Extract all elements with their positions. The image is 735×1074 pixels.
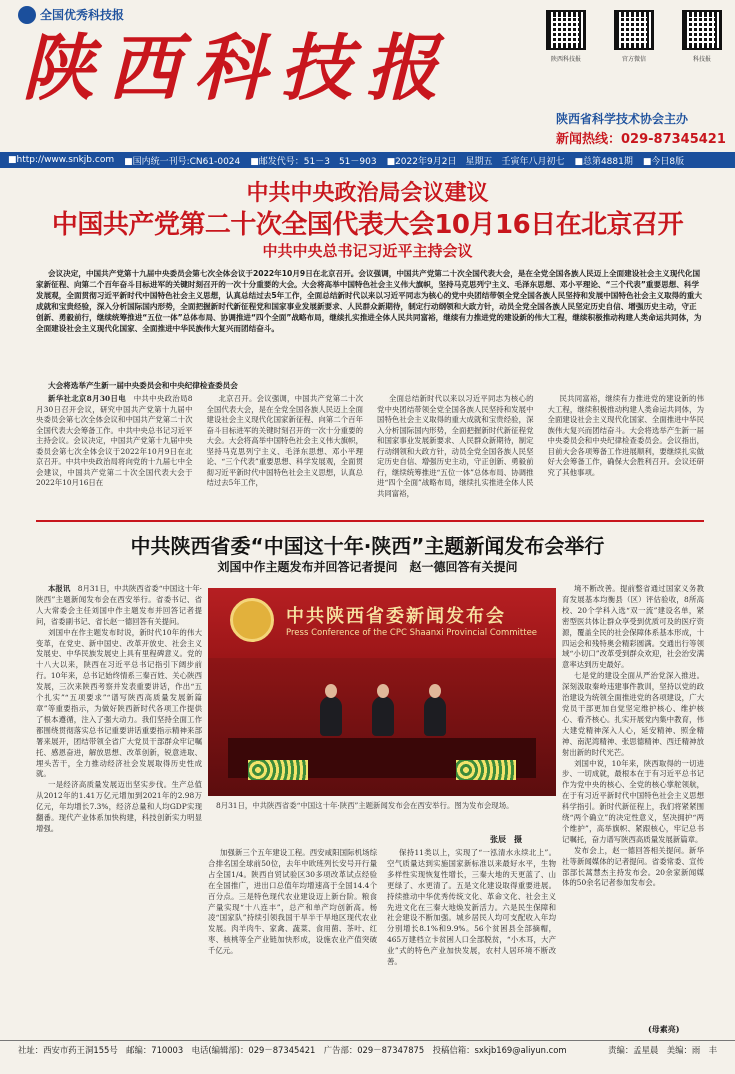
story2-right-column (562, 584, 704, 1034)
story1-column (207, 394, 364, 514)
qr-code-icon[interactable] (546, 10, 586, 50)
newspaper-logo-icon (18, 6, 36, 24)
story2-paragraph: 刘国中说，10年来，陕西取得的一切进步、一切成就，最根本在于有习近平总书记作为党中央的核心、全党的核心掌舵领航，在于有习近平新时代中国特色社会主义思想科学指引。新时代新征程上，我们将紧紧围绕“两个确立”的决定性意义，坚决拥护“两个维护”，高举旗帜、紧跟核心，牢记总书记嘱托，奋力谱写陕西高质量发展新篇章。 (562, 758, 704, 844)
qr-code-icon[interactable] (614, 10, 654, 50)
story1-column-text: 民共同富裕，继续有力推进党的建设新的伟大工程，继续积极推动构建人类命运共同体，为全面建设社会主义现代化国家、全面推进中华民族伟大复兴而团结奋斗。大会将选举产生新一届中央委员会和中央纪律检查委员会。会议指出，目前大会各项筹备工作进展顺利，要继续扎实做好大会筹备工作，确保大会胜利召开。会议还研究了其他事项。 (547, 394, 704, 477)
press-conference-photo (208, 588, 556, 796)
qr-code-group (546, 10, 732, 100)
news-hotline: 新闻热线：029-87345421 (556, 132, 726, 147)
story2-dateline: 本报讯 (48, 584, 71, 593)
photo-credit: 张辰 摄 (490, 834, 522, 844)
issue-info-bar (0, 152, 735, 168)
footer-address: 社址：西安市药王洞155号 邮编：710003 电话(编辑部)：029－87345421 广告部：029－87347875 投稿信箱：sxkjb169@aliyun.com (18, 1044, 567, 1055)
story1-headline: 中国共产党第二十次全国代表大会10月16日在北京召开 (51, 210, 684, 240)
story1-kicker: 中共中央政治局会议建议 (246, 181, 489, 206)
issue-date: ■2022年9月2日 星期五 壬寅年八月初七 (386, 156, 565, 167)
page-footer (0, 1040, 735, 1058)
story1-column (548, 394, 705, 514)
masthead-slogan: 全国优秀科技报 (40, 8, 125, 22)
story2-column (387, 848, 556, 1034)
website-link[interactable]: ■http://www.snkjb.com (8, 155, 115, 165)
photo-caption: 8月31日，中共陕西省委“中国这十年·陕西”主题新闻发布会在西安举行。图为发布会现场。 (216, 801, 514, 810)
story2-middle-columns (208, 848, 556, 1034)
speaker-figure (372, 696, 394, 736)
issue-number: ■总第4881期 (574, 156, 633, 167)
qr-code-icon[interactable] (682, 10, 722, 50)
qr-label: 陕西科技报 (550, 56, 581, 63)
newspaper-title: 陕西科技报 (22, 25, 453, 110)
sponsor-text: 陕西省科学技术协会主办 (556, 112, 689, 126)
story1-lead-line: 大会将选举产生新一届中央委员会和中央纪律检查委员会 (48, 381, 238, 390)
photo-banner-english: Press Conference of the CPC Shaanxi Provincial Committee (286, 628, 538, 638)
story2-column (208, 848, 377, 1034)
qr-label: 官方微信 (621, 56, 646, 63)
story2-subhead: 刘国中作主题发布并回答记者提问 赵一德回答有关提问 (217, 560, 518, 574)
issn-text: ■国内统一刊号:CN61-0024 (124, 156, 241, 167)
qr-label: 科技报 (692, 56, 711, 63)
story1-subhead: 中共中央总书记习近平主持会议 (262, 242, 473, 260)
story1-column-text: 全面总结新时代以来以习近平同志为核心的党中央团结带领全党全国各族人民坚持和发展中国特色社会主义取得的重大成就和宝贵经验，深入分析国际国内形势，全面把握新时代新征程党和国家事业发展新要求、人民群众新期待，制定行动纲领和大政方针，动员全党全国各族人民坚定历史自信、增强历史主动，守正创新、勇毅前行，继续统筹推进“五位一体”总体布局、协调推进“四个全面”战略布局，继续扎实推进全体人民共同富裕， (377, 394, 534, 498)
story1-lead: 会议决定，中国共产党第十九届中央委员会第七次全体会议于2022年10月9日在北京召开。会议强调，中国共产党第二十次全国代表大会，是在全党全国各族人民迈上全面建设社会主义现代化国家新征程、向第二个百年奋斗目标进军的关键时刻召开的一次十分重要的大会。大会将高举中国特色社会主义伟大旗帜，坚持马克思列宁主义、毛泽东思想、邓小平理论、“三个代表”重要思想、科学发展观，全面贯彻习近平新时代中国特色社会主义思想，认真总结过去5年工作，全面总结新时代以来以习近平同志为核心的党中央团结带领全党全国各族人民坚持和发展中国特色社会主义取得的重大成就和宝贵经验，深入分析国际国内形势，全面把握新时代新征程党和国家事业发展新要求、人民群众新期待，制定行动纲领和大政方针，动员全党全国各族人民坚定历史自信、增强历史主动，守正创新、勇毅前行，继续统筹推进“五位一体”总体布局、协调推进“四个全面”战略布局，继续扎实推进全体人民共同富裕，继续有力推进党的建设新的伟大工程，继续积极推动构建人类命运共同体，为全面建设社会主义现代化国家、全面推进中华民族伟大复兴而团结奋斗。 (36, 269, 702, 333)
page-count: ■今日8版 (642, 156, 685, 167)
story2-paragraph: 境不断改善。提前整省通过国家义务教育发展基本均衡县（区）评估验收，8所高校、20个学科入选“双一流”建设名单，紧密型医共体让群众享受到优质可及的医疗资源，覆盖全民的社会保障体系基本形成，十四运会和残特奥会精彩圆满。交通出行等领域“小切口”改革受到群众欢迎，社会治安满意率达到历史最好。 (562, 584, 704, 670)
story2-paragraph: 刘国中在作主题发布时说，新时代10年的伟大变革，在党史、新中国史、改革开放史、社会主义发展史、中华民族发展史上具有里程碑意义。党的十八大以来，陕西在习近平总书记指引下阔步前行。10年来，总书记始终情系三秦百姓、关心陕西发展，三次来陕西考察并发表重要讲话，作出“五个扎实”“五项要求”“谱写陕西高质量发展新篇章”等重要指示，为做好陕西新时代各项工作提供了根本遵循，注入了强大动力。我们坚持全面工作都围绕贯彻落实总书记重要讲话重要指示精神来部署来展开，团结带领全省广大党员干部群众牢记嘱托、感恩奋进，解放思想、改革创新，锐意进取、埋头苦干，全力推动经济社会发展取得历史性成就。 (36, 627, 202, 779)
photo-banner-title: 中共陕西省委新闻发布会 (286, 606, 506, 627)
story1-body (36, 394, 704, 514)
footer-editors: 责编：孟星晨 美编：雨 丰 (608, 1044, 717, 1055)
story2-paragraph: 七是党的建设全面从严治党深入推进。深刻汲取秦岭违建事件教训，坚持以党的政治建设为统领全面推进党的各项建设，广大党员干部更加自觉坚定维护核心、维护核心、看齐核心。扎实开展党内集中教育，伟大建党精神深入人心，延安精神、照金精神、南泥湾精神、张思德精神、西迁精神放射出新的时代光芒。 (562, 671, 704, 757)
section-divider (36, 520, 704, 522)
postal-code-text: ■邮发代号：51－3 51－903 (250, 156, 377, 167)
story2-paragraph: 保持11类以上，实现了“一泓清水永续北上”。空气质量达到实施国家新标准以来最好水平，生物多样性实现恢复性增长，三秦大地的天更蓝了、山更绿了、水更清了。五是文化建设取得重要进展。持续推动中华优秀传统文化、革命文化、社会主义先进文化在三秦大地焕发新活力。六是民生保障和社会建设不断加强。城乡居民人均可支配收入年均分别增长8.1%和9.9%。56个贫困县全部摘帽，465万建档立卡贫困人口全部脱贫，“小木耳，大产业”式的特色产业加快发展，农村人居环境不断改善。 (387, 848, 556, 967)
story1-column-text: 中共中央政治局8月30日召开会议，研究中国共产党第十九届中央委员会第七次全体会议和中国共产党第二十次全国代表大会筹备工作。中共中央总书记习近平主持会议。会议决定，中国共产党第十九届中央委员会第七次全体会议于2022年10月9日在北京召开。中共中央政治局将向党的十九届七中全会建议，中国共产党第二十次全国代表大会于2022年10月16日在 (36, 394, 193, 487)
party-emblem-icon (230, 598, 274, 642)
photo-backdrop (208, 588, 556, 658)
flower-arrangement (248, 760, 308, 780)
speaker-figure (424, 696, 446, 736)
story2-headline: 中共陕西省委“中国这十年·陕西”主题新闻发布会举行 (130, 534, 605, 558)
story2-paragraph: 一是经济高质量发展迈出坚实步伐。生产总值从2012年的1.41万亿元增加到2021年的2.98万亿元，年均增长7.3%，经济总量和人均GDP实现翻番。现代产业体系加快构建，科技创新实力明显增强。 (36, 780, 202, 833)
speaker-figure (320, 696, 342, 736)
story2-paragraph: 加强新三个五年建设工程。西安咸阳国际机场综合排名国全球前50位，去年中欧班列长安号开行量占全国1/4。陕西自贸试验区30多项改革试点经验在全国推广，进出口总值年均增速高于全国14.4个百分点。三是特色现代农业建设迈上新台阶。粮食产量实现“十八连丰”，总产和单产均创新高。杨凌“国家队”持续引领我国干旱半干旱地区现代农业发展。肉羊肉牛、家禽、蔬菜、食用菌、茶叶、红枣、核桃等全产业链加快形成，设施农业产值突破千亿元。 (208, 848, 377, 956)
story1-column (377, 394, 534, 514)
story2-author: (母素亮) (648, 1024, 680, 1034)
masthead (0, 0, 735, 150)
story1-dateline: 新华社北京8月30日电 (48, 394, 126, 403)
story2-left-column (36, 584, 202, 1034)
flower-arrangement (456, 760, 516, 780)
story1-column-text: 北京召开。会议强调，中国共产党第二十次全国代表大会，是在全党全国各族人民迈上全面建设社会主义现代化国家新征程、向第二个百年奋斗目标进军的关键时刻召开的一次十分重要的大会。大会将高举中国特色社会主义伟大旗帜，坚持马克思列宁主义、毛泽东思想、邓小平理论、“三个代表”重要思想、科学发展观，全面贯彻习近平新时代中国特色社会主义思想，认真总结过去5年工作， (206, 394, 363, 487)
story1-column (36, 394, 193, 514)
story2-paragraph: 8月31日，中共陕西省委“中国这十年·陕西”主题新闻发布会在西安举行。省委书记、省人大常委会主任刘国中作主题发布并回答记者提问，省委副书记、省长赵一德回答有关提问。 (36, 584, 202, 626)
story2-paragraph: 发布会上，赵一德回答相关提问。新华社等新闻媒体的记者提问。省委常委、宣传部部长蒿慧杰主持发布会。20余家新闻媒体的50余名记者参加发布会。 (562, 845, 704, 888)
